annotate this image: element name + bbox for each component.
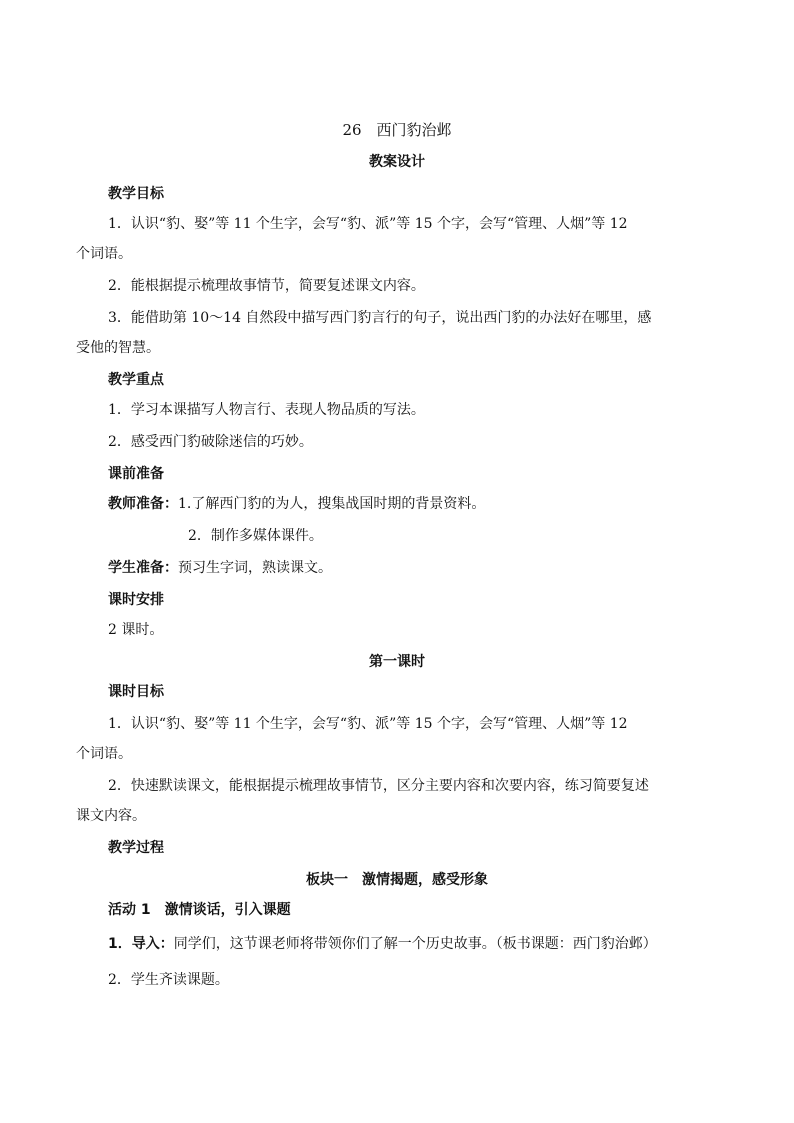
teacher-prep-label: 教师准备： [108, 496, 178, 512]
step-1-label: 1．导入： [108, 936, 174, 952]
activity-1-label: 活动 1 [108, 902, 151, 918]
activity-1 [108, 900, 291, 920]
activity-1-title: 激情谈话，引入课题 [164, 902, 291, 918]
lesson-goals-heading: 课时目标 [108, 684, 164, 700]
step-1 [108, 934, 657, 954]
schedule-text: 2 课时。 [108, 622, 164, 638]
student-prep-label: 学生准备： [108, 560, 178, 576]
key-1: 1．学习本课描写人物言行、表现人物品质的写法。 [108, 402, 425, 418]
goal-1-line-1: 1．认识“豹、娶”等 11 个生字，会写“豹、派”等 15 个字，会写“管理、人烟”等 12 [108, 216, 628, 232]
teacher-prep-2: 2．制作多媒体课件。 [188, 528, 323, 544]
lesson-goal-2-line-1: 2．快速默读课文，能根据提示梳理故事情节，区分主要内容和次要内容，练习简要复述 [108, 778, 649, 794]
prep-heading: 课前准备 [108, 466, 164, 482]
teacher-prep-item-1: 1.了解西门豹的为人，搜集战国时期的背景资料。 [178, 496, 486, 512]
student-prep-text: 预习生字词，熟读课文。 [178, 560, 332, 576]
block-1-heading: 板块一 激情揭题，感受形象 [306, 872, 488, 888]
goal-3-line-2: 受他的智慧。 [76, 340, 160, 356]
teacher-prep-1 [108, 494, 485, 514]
goal-3-line-1: 3．能借助第 10～14 自然段中描写西门豹言行的句子，说出西门豹的办法好在哪里，感 [108, 310, 652, 326]
goals-heading: 教学目标 [108, 186, 164, 202]
lesson-1-heading: 第一课时 [369, 654, 425, 670]
lesson-goal-2-line-2: 课文内容。 [76, 808, 146, 824]
key-heading: 教学重点 [108, 372, 164, 388]
subtitle: 教案设计 [369, 154, 425, 170]
student-prep [108, 558, 332, 578]
key-2: 2．感受西门豹破除迷信的巧妙。 [108, 434, 313, 450]
step-2: 2．学生齐读课题。 [108, 972, 229, 988]
step-1-text: 同学们，这节课老师将带领你们了解一个历史故事。（板书课题：西门豹治邺） [173, 936, 657, 952]
lesson-title: 26 西门豹治邺 [342, 121, 452, 139]
goal-1-line-2: 个词语。 [76, 246, 132, 262]
lesson-goal-1-line-1: 1．认识“豹、娶”等 11 个生字，会写“豹、派”等 15 个字，会写“管理、人烟”等 12 [108, 716, 628, 732]
goal-2: 2．能根据提示梳理故事情节，简要复述课文内容。 [108, 278, 425, 294]
schedule-heading: 课时安排 [108, 592, 164, 608]
lesson-goal-1-line-2: 个词语。 [76, 746, 132, 762]
process-heading: 教学过程 [108, 840, 164, 856]
